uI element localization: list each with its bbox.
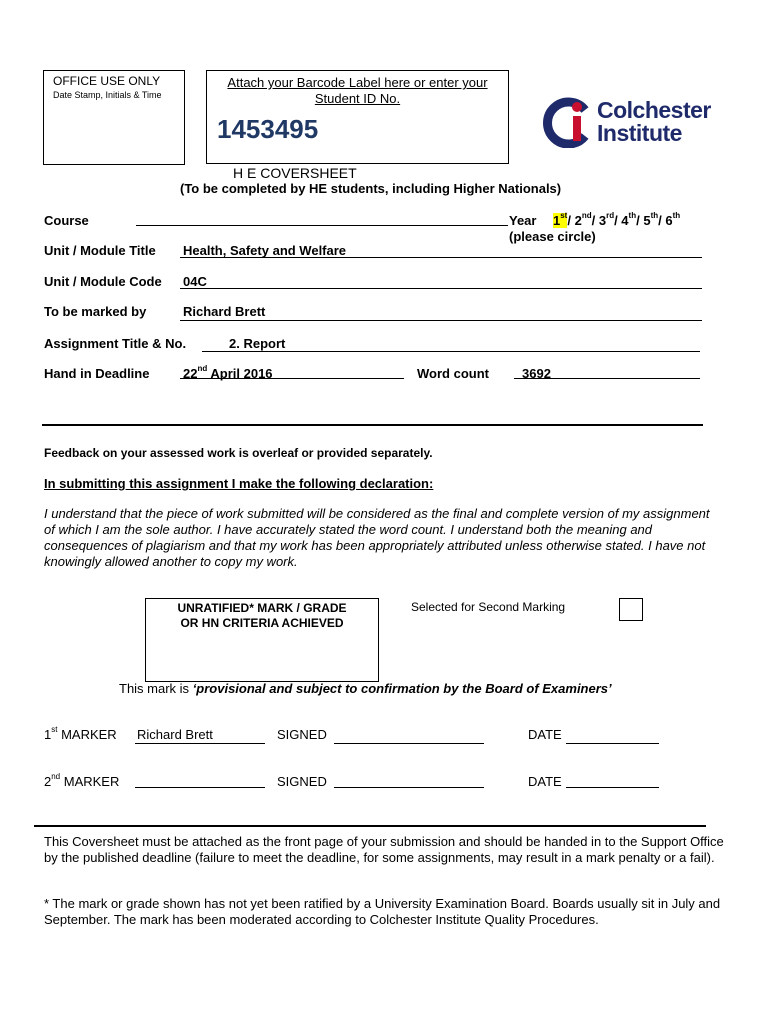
signed1-label: SIGNED — [277, 727, 327, 742]
date1-line[interactable] — [566, 743, 659, 744]
deadline-label: Hand in Deadline — [44, 366, 150, 381]
deadline-line — [180, 378, 404, 379]
unit-code-label: Unit / Module Code — [44, 274, 162, 289]
footer-note: * The mark or grade shown has not yet been ratified by a University Examination Board. Boards usually sit in July and September. The mark has been moderated according to Colchester Institute Quality Procedures. — [44, 896, 721, 927]
mark-box-line2: OR HN CRITERIA ACHIEVED — [180, 616, 344, 630]
deadline-value[interactable]: 22nd April 2016 — [183, 364, 273, 381]
signed2-label: SIGNED — [277, 774, 327, 789]
signed2-line[interactable] — [334, 787, 484, 788]
assignment-line — [202, 351, 700, 352]
date2-line[interactable] — [566, 787, 659, 788]
marker1-line — [135, 743, 265, 744]
office-use-box — [43, 70, 185, 165]
barcode-instruction: Attach your Barcode Label here or enter your Student ID No. — [227, 75, 488, 106]
unit-code-value[interactable]: 04C — [183, 274, 207, 289]
date2-label: DATE — [528, 774, 562, 789]
second-marking-checkbox[interactable] — [619, 598, 643, 621]
word-count-value[interactable]: 3692 — [522, 366, 551, 381]
marker1-label: 1st MARKER — [44, 725, 117, 742]
course-label: Course — [44, 213, 89, 228]
unit-title-line — [180, 257, 702, 258]
marker1-value[interactable]: Richard Brett — [137, 727, 213, 742]
unit-title-label: Unit / Module Title — [44, 243, 156, 258]
mark-box[interactable] — [145, 598, 379, 682]
second-marking-label: Selected for Second Marking — [411, 600, 566, 614]
year-options[interactable]: 1st/ 2nd/ 3rd/ 4th/ 5th/ 6th — [553, 211, 681, 228]
marker2-line — [135, 787, 265, 788]
marker2-label: 2nd MARKER — [44, 772, 120, 789]
colchester-institute-logo — [543, 96, 743, 152]
logo-line1: Colchester — [597, 97, 711, 123]
unit-title-value[interactable]: Health, Safety and Welfare — [183, 243, 347, 258]
course-field[interactable] — [136, 225, 508, 226]
footer-instructions: This Coversheet must be attached as the front page of your submission and should be handed in to the Support Office by the published deadline (failure to meet the deadline, for some assignments, may result in a mark penalty or a fail). — [44, 834, 724, 865]
declaration-heading: In submitting this assignment I make the following declaration: — [44, 476, 434, 491]
assignment-value[interactable]: 2. Report — [229, 336, 286, 351]
marked-by-value[interactable]: Richard Brett — [183, 304, 266, 319]
page-title: H E COVERSHEET — [233, 165, 357, 181]
signed1-line[interactable] — [334, 743, 484, 744]
assignment-label: Assignment Title & No. — [44, 336, 187, 351]
office-use-subtitle: Date Stamp, Initials & Time — [53, 90, 162, 100]
mark-box-line1: UNRATIFIED* MARK / GRADE — [177, 601, 347, 615]
feedback-note: Feedback on your assessed work is overleaf or provided separately. — [44, 446, 433, 460]
student-id: 1453495 — [217, 114, 319, 144]
marked-by-label: To be marked by — [44, 304, 147, 319]
provisional-note: This mark is ‘provisional and subject to confirmation by the Board of Examiners’ — [119, 681, 612, 696]
date1-label: DATE — [528, 727, 562, 742]
year-label: Year — [509, 213, 537, 228]
logo-line2: Institute — [597, 120, 682, 146]
year-option-1[interactable]: 1st — [553, 211, 568, 228]
barcode-box[interactable] — [206, 70, 509, 164]
word-count-label: Word count — [417, 366, 489, 381]
declaration-text: I understand that the piece of work submitted will be considered as the final and complete version of my assignment of which I am the sole author. I have accurately stated the word count. I understand both the meaning and consequences of plagiarism and that my work has been appropriately attributed unless otherwise stated. I have not knowingly allowed another to copy my work. — [44, 506, 710, 569]
year-note: (please circle) — [509, 229, 596, 244]
marked-by-line — [180, 320, 702, 321]
office-use-title: OFFICE USE ONLY — [53, 74, 161, 88]
logo-mark-icon — [543, 96, 595, 148]
separator-top — [42, 424, 703, 426]
unit-code-line — [180, 288, 702, 289]
word-count-line — [514, 378, 700, 379]
separator-bottom — [34, 825, 706, 827]
page-subtitle: (To be completed by HE students, including Higher Nationals) — [180, 181, 562, 196]
